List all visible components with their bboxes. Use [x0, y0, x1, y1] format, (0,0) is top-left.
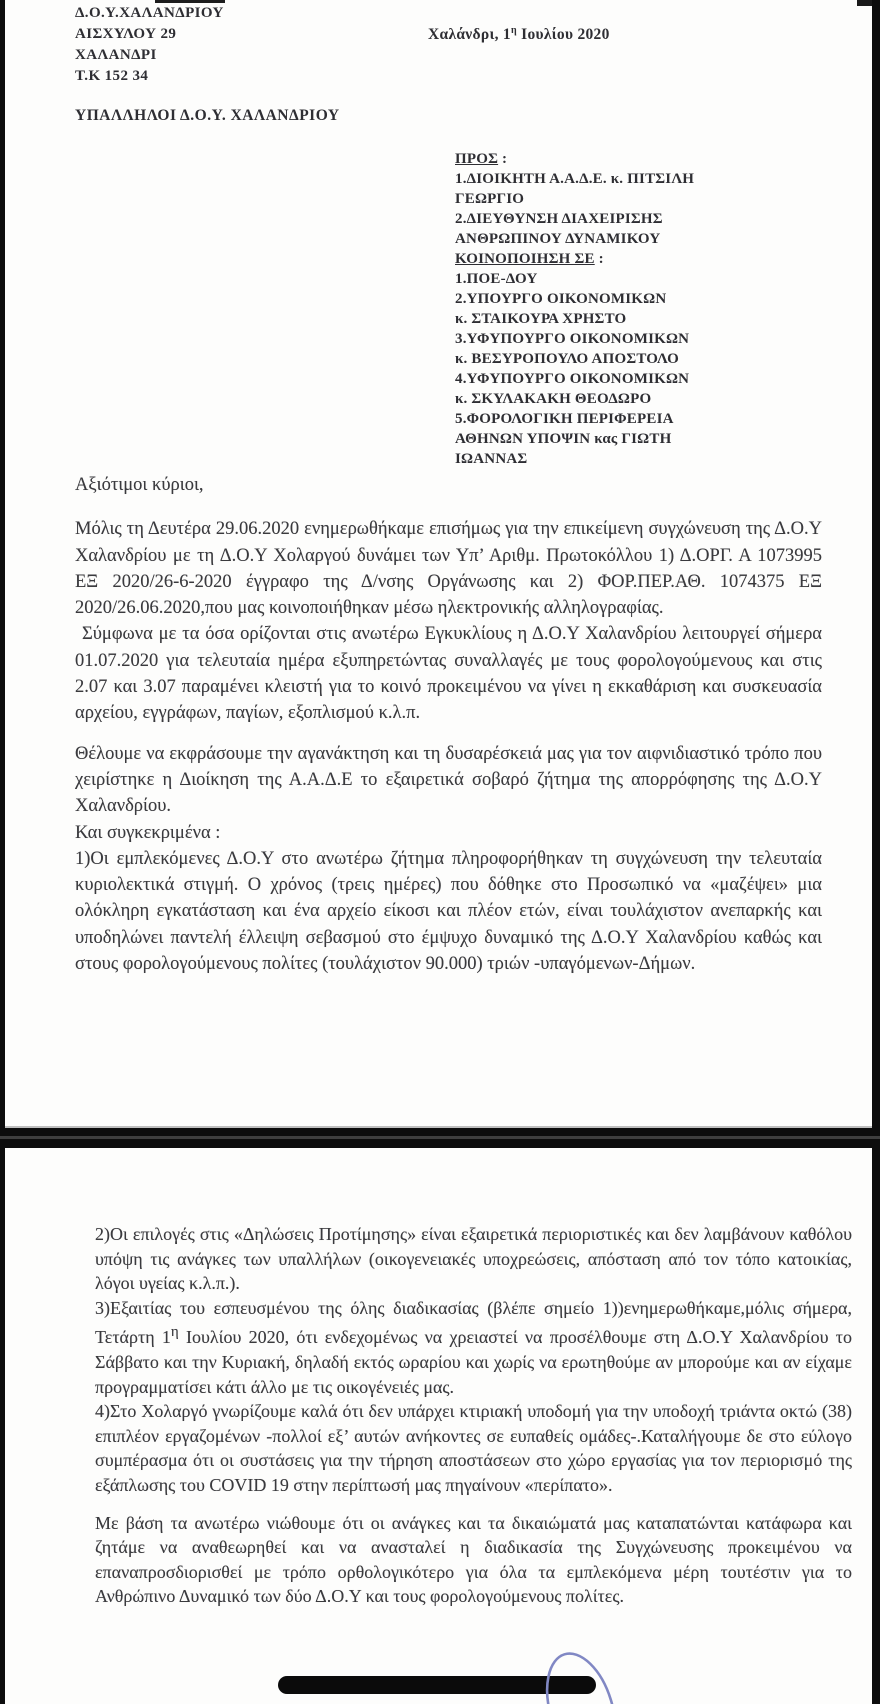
date-prefix: Χαλάνδρι, 1 [428, 26, 511, 44]
paragraph: Και συγκεκριμένα : [75, 822, 221, 843]
cc-line: κ. ΒΕΣΥΡΟΠΟΥΛΟ ΑΠΟΣΤΟΛΟ [455, 351, 679, 367]
sender-line: Δ.Ο.Υ.ΧΑΛΑΝΔΡΙΟΥ [75, 5, 224, 21]
sender-line: Τ.Κ 152 34 [75, 68, 149, 84]
letter-author-title: ΥΠΑΛΛΗΛΟΙ Δ.Ο.Υ. ΧΑΛΑΝΔΡΙΟΥ [75, 107, 340, 124]
cc-line: 4.ΥΦΥΠΟΥΡΓΟ ΟΙΚΟΝΟΜΙΚΩΝ [455, 371, 690, 387]
sender-line: ΑΙΣΧΥΛΟΥ 29 [75, 26, 177, 42]
paragraph: Θέλουμε να εκφράσουμε την αγανάκτηση και τη δυσαρέσκειά μας για τον αιφνιδιαστικό τρόπο που χειρίστηκε η Διοίκηση της Α.Α.Δ.Ε το εξαιρετικά σοβαρό ζήτημα της απορρόφησης της Δ.Ο.Υ Χαλανδρίου. [75, 743, 822, 817]
recipient-line: ΓΕΩΡΓΙΟ [455, 191, 525, 207]
paragraph: Με βάση τα ανωτέρω νιώθουμε ότι οι ανάγκες και τα δικαιώματά μας καταπατώνται κατάφωρα και ζητάμε να αναθεωρηθεί και να ανασταλεί η διαδικασία της Συγχώνευσης προκειμένου να επαναπροσδιορισθεί με τρόπο ορθολογικότερο για όλα τα εμπλεκόμενα μέρη τουτέστιν για το Ανθρώπινο Δυναμικό των δύο Δ.Ο.Υ και τους φορολογούμενους πολίτες. [95, 1512, 852, 1607]
cc-line: κ. ΣΚΥΛΑΚΑΚΗ ΘΕΟΔΩΡΟ [455, 391, 652, 407]
cc-line: ΑΘΗΝΩΝ ΥΠΟΨΙΝ κας ΓΙΩΤΗ [455, 431, 672, 447]
cc-line: 5.ΦΟΡΟΛΟΓΙΚΗ ΠΕΡΙΦΕΡΕΙΑ [455, 411, 674, 427]
scan-corner-artifact [857, 0, 872, 6]
cc-colon: : [594, 251, 604, 267]
cc-label-line [455, 249, 835, 269]
to-label-line [455, 149, 835, 169]
cc-line: κ. ΣΤΑΙΚΟΥΡΑ ΧΡΗΣΤΟ [455, 311, 627, 327]
paragraph [95, 1296, 852, 1399]
salutation: Αξιότιμοι κύριοι, [75, 475, 204, 495]
paragraph: 4)Στο Χολαργό γνωρίζουμε καλά ότι δεν υπάρχει κτιριακή υποδομή για την υποδοχή τριάντα οκτώ (38) επιπλέον εργαζομένων -πολλοί εξ’ αυτών ανήκοντες σε ευπαθείς ομάδες-.Καταλήγουμε δε στο εύλογο συμπέρασμα ότι οι συστάσεις για την τήρηση αποστάσεων στο χώρο εργασίας για τον περιορισμό της εξάπλωσης του COVID 19 στην περίπτωσή μας πηγαίνουν «περίπατο». [95, 1401, 852, 1495]
cc-line: 2.ΥΠΟΥΡΓΟ ΟΙΚΟΝΟΜΙΚΩΝ [455, 291, 667, 307]
recipient-line: 1.ΔΙΟΙΚΗΤΗ Α.Α.Δ.Ε. κ. ΠΙΤΣΙΛΗ [455, 171, 695, 187]
recipient-line: 2.ΔΙΕΥΘΥΝΣΗ ΔΙΑΧΕΙΡΙΣΗΣ [455, 211, 663, 227]
sender-address-block [75, 3, 224, 87]
cc-label: ΚΟΙΝΟΠΟΙΗΣΗ ΣΕ [455, 251, 595, 267]
cc-line: 3.ΥΦΥΠΟΥΡΓΟ ΟΙΚΟΝΟΜΙΚΩΝ [455, 331, 690, 347]
date-ordinal-superscript: η [170, 1324, 179, 1341]
paragraph: 2)Οι επιλογές στις «Δηλώσεις Προτίμησης» είναι εξαιρετικά περιοριστικές και δεν λαμβάνουν καθόλου υπόψη τις ανάγκες των υπαλλήλων (οικογενειακές υποχρεώσεις, απόσταση από τον τόπο κατοικίας, λόγοι υγείας κ.λ.π.). [95, 1224, 852, 1294]
paragraph: 1)Οι εμπλεκόμενες Δ.Ο.Υ στο ανωτέρω ζήτημα πληροφορήθηκαν τη συγχώνευση την τελευταία κυριολεκτικά στιγμή. Ο χρόνος (τρεις ημέρες) που δόθηκε στο Προσωπικό να «μαζέψει» μια ολόκληρη εγκατάσταση και ένα αρχείο είκοσι και πλέον ετών, είναι τουλάχιστον ανεπαρκής και υποδηλώνει παντελή έλλειψη σεβασμού στο έμψυχο δυναμικό της Δ.Ο.Υ Χαλανδρίου καθώς και στους φορολογούμενους πολίτες (τουλάχιστον 90.000) τριών -υπαγόμενων-Δήμων. [75, 848, 822, 975]
date-ordinal-superscript: η [510, 25, 517, 36]
letter-body-page-2 [95, 1222, 852, 1609]
paragraph-text: Ιουλίου 2020, ότι ενδεχομένως να χρειαστεί να προσέλθουμε στη Δ.Ο.Υ Χαλανδρίου το Σάββατο και την Κυριακή, δηλαδή εκτός ωραρίου και χωρίς να ερωτηθούμε αν μπορούμε και αν είχαμε προγραμματίσει κάτι άλλο με τις οικογένειές μας. [95, 1327, 852, 1397]
document-page-1 [5, 0, 872, 1128]
handwritten-signature-loop [510, 1645, 640, 1704]
sender-line: ΧΑΛΑΝΔΡΙ [75, 47, 157, 63]
date-line [428, 25, 610, 44]
date-suffix: Ιουλίου 2020 [516, 26, 610, 44]
recipient-line: ΑΝΘΡΩΠΙΝΟΥ ΔΥΝΑΜΙΚΟΥ [455, 231, 661, 247]
page-separator-seam [0, 1136, 880, 1139]
cc-line: ΙΩΑΝΝΑΣ [455, 451, 528, 467]
letter-body-page-1 [75, 472, 822, 977]
paragraph-text: 3)Εξαιτίας του εσπευσμένου της όλης διαδικασίας (βλέπε σημείο 1))ενημερωθήκαμε,μόλις σήμερα, Τετάρτη 1 [95, 1297, 852, 1348]
cc-line: 1.ΠΟΕ-ΔΟΥ [455, 271, 538, 287]
to-label: ΠΡΟΣ [455, 151, 499, 167]
paragraph: Σύμφωνα με τα όσα ορίζονται στις ανωτέρω Εγκυκλίους η Δ.Ο.Υ Χαλανδρίου λειτουργεί σήμερα 01.07.2020 για τελευταία ημέρα εξυπηρετώντας συναλλαγές με τους φορολογούμενους και στις 2.07 και 3.07 παραμένει κλειστή για το κοινό προκειμένου να γίνει η εκκαθάριση και συσκευασία αρχείου, εγγράφων, παγίων, εξοπλισμού κ.λ.π. [75, 624, 822, 724]
paragraph: Μόλις τη Δευτέρα 29.06.2020 ενημερωθήκαμε επισήμως για την επικείμενη συγχώνευση της Δ.Ο.Υ Χαλανδρίου με τη Δ.Ο.Υ Χολαργού δυνάμει των Υπ’ Αριθμ. Πρωτοκόλλου 1) Δ.ΟΡΓ. Α 1073995 ΕΞ 2020/26-6-2020 έγγραφο της Δ/νσης Οργάνωσης και 2) ΦΟΡ.ΠΕΡ.ΑΘ. 1074375 ΕΞ 2020/26.06.2020,που μας κοινοποιήθηκαν μέσω ηλεκτρονικής αλληλογραφίας. [75, 519, 822, 619]
document-page-2 [5, 1148, 872, 1704]
recipients-block [455, 149, 835, 469]
to-colon: : [498, 151, 508, 167]
